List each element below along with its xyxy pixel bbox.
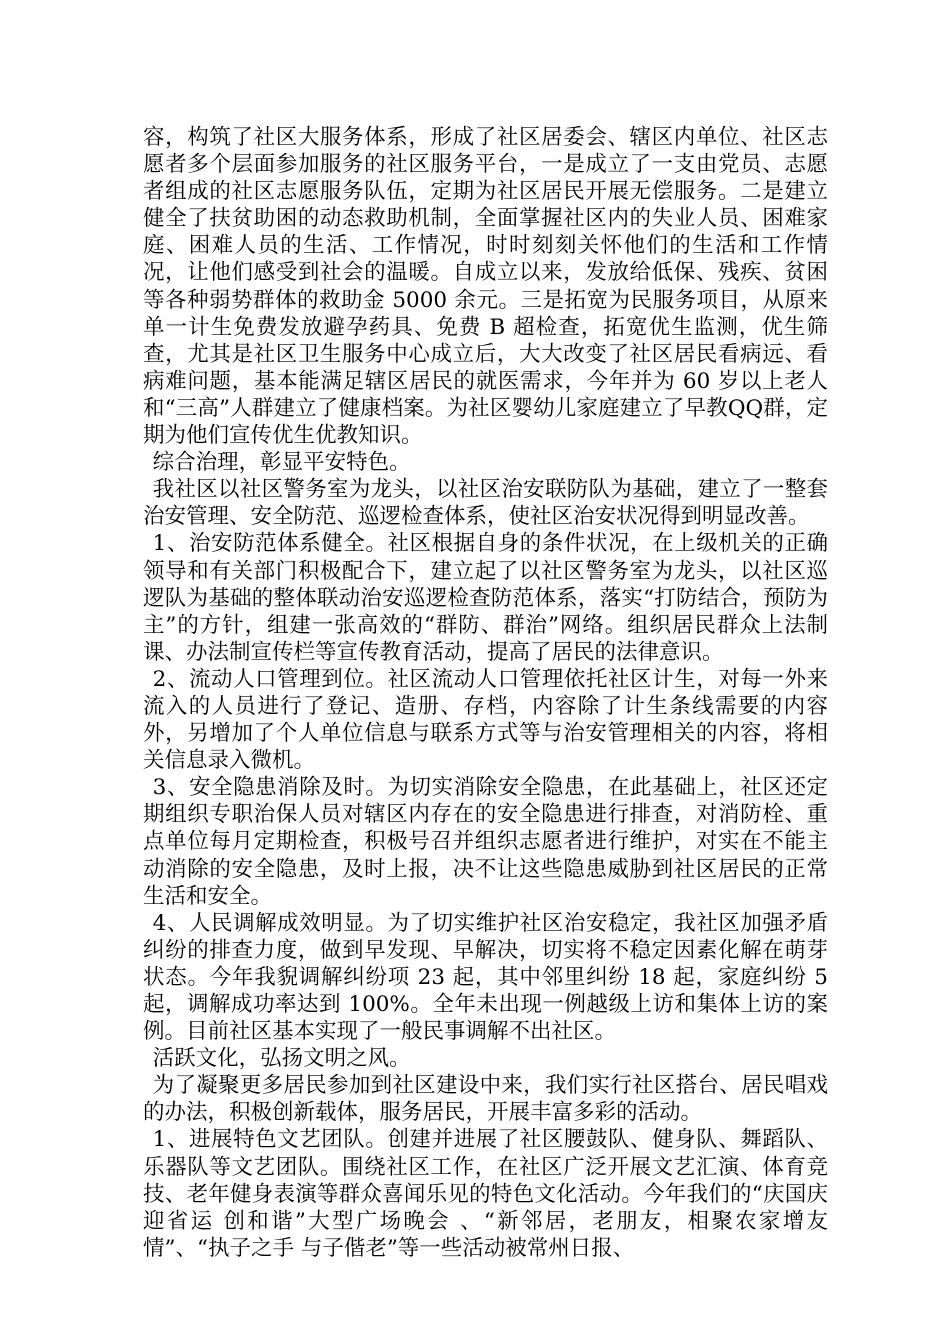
paragraph-culture-intro: 为了凝聚更多居民参加到社区建设中来，我们实行社区搭台、居民唱戏的办法，积极创新载体，服务居民，开展丰富多彩的活动。: [143, 1073, 828, 1126]
section-heading-culture: 活跃文化，弘扬文明之风。: [152, 1046, 411, 1072]
paragraph-mediation: 4、人民调解成效明显。为了切实维护社区治安稳定，我社区加强矛盾纠纷的排查力度，做到早发现、早解决，切实将不稳定因素化解在萌芽状态。今年我貎调解纠纷项 23 起，其中邻里纠纷 18 起，家庭纠纷 5 起，调解成功率达到 100%。全年未出现一例越级上访和集体上访的案例。目前社区基本实现了一般民事调解不出社区。: [143, 910, 828, 1045]
paragraph-art-troupes: 1、进展特色文艺团队。创建并进展了社区腰鼓队、健身队、舞蹈队、乐器队等文艺团队。围绕社区工作，在社区广泛开展文艺汇演、体育竞技、老年健身表演等群众喜闻乐见的特色文化活动。今年我们的“庆国庆 迎省运 创和谐”大型广场晚会 、“新邻居，老朋友，相聚农家增友情”、“执子之手 与子偕老”等一些活动被常州日报、: [143, 1127, 828, 1261]
paragraph-security-system-intro: 我社区以社区警务室为龙头，以社区治安联防队为基础，建立了一整套治安管理、安全防范、巡逻检查体系，使社区治安状况得到明显改善。: [143, 477, 828, 530]
section-heading-comprehensive-governance: 综合治理，彰显平安特色。: [152, 450, 411, 476]
paragraph-floating-population: 2、流动人口管理到位。社区流动人口管理依托社区计生，对每一外来流入的人员进行了登记、造册、存档，内容除了计生条线需要的内容外，另增加了个人单位信息与联系方式等与治安管理相关的内容，将相关信息录入微机。: [143, 666, 828, 774]
paragraph-hazard-elimination: 3、安全隐患消除及时。为切实消除安全隐患，在此基础上，社区还定期组织专职治保人员对辖区内存在的安全隐患进行排查，对消防栓、重点单位每月定期检查，积极号召并组织志愿者进行维护，对实在不能主动消除的安全隐患，及时上报，决不让这些隐患威胁到社区居民的正常生活和安全。: [143, 775, 828, 909]
paragraph-community-services: 容，构筑了社区大服务体系，形成了社区居委会、辖区内单位、社区志愿者多个层面参加服务的社区服务平台，一是成立了一支由党员、志愿者组成的社区志愿服务队伍，定期为社区居民开展无偿服务。二是建立健全了扶贫助困的动态救助机制，全面掌握社区内的失业人员、困难家庭、困难人员的生活、工作情况，时时刻刻关怀他们的生活和工作情况，让他们感受到社会的温暖。自成立以来，发放给低保、残疾、贫困等各种弱势群体的救助金 5000 余元。三是拓宽为民服务项目，从原来单一计生免费发放避孕药具、免费 B 超检查，拓宽优生监测，优生筛查，尤其是社区卫生服务中心成立后，大大改变了社区居民看病远、看病难问题，基本能满足辖区居民的就医需求，今年并为 60 岁以上老人和“三高”人群建立了健康档案。为社区婴幼儿家庭建立了早教QQ群，定期为他们宣传优生优教知识。: [143, 125, 828, 449]
paragraph-security-prevention: 1、治安防范体系健全。社区根据自身的条件状况，在上级机关的正确领导和有关部门积极配合下，建立起了以社区警务室为龙头，以社区巡逻队为基础的整体联动治安巡逻检查防范体系，落实“打防结合，预防为主”的方针，组建一张高效的“群防、群治”网络。组织居民群众上法制课、办法制宣传栏等宣传教育活动，提高了居民的法律意识。: [143, 531, 828, 665]
document-body: [143, 124, 828, 1262]
